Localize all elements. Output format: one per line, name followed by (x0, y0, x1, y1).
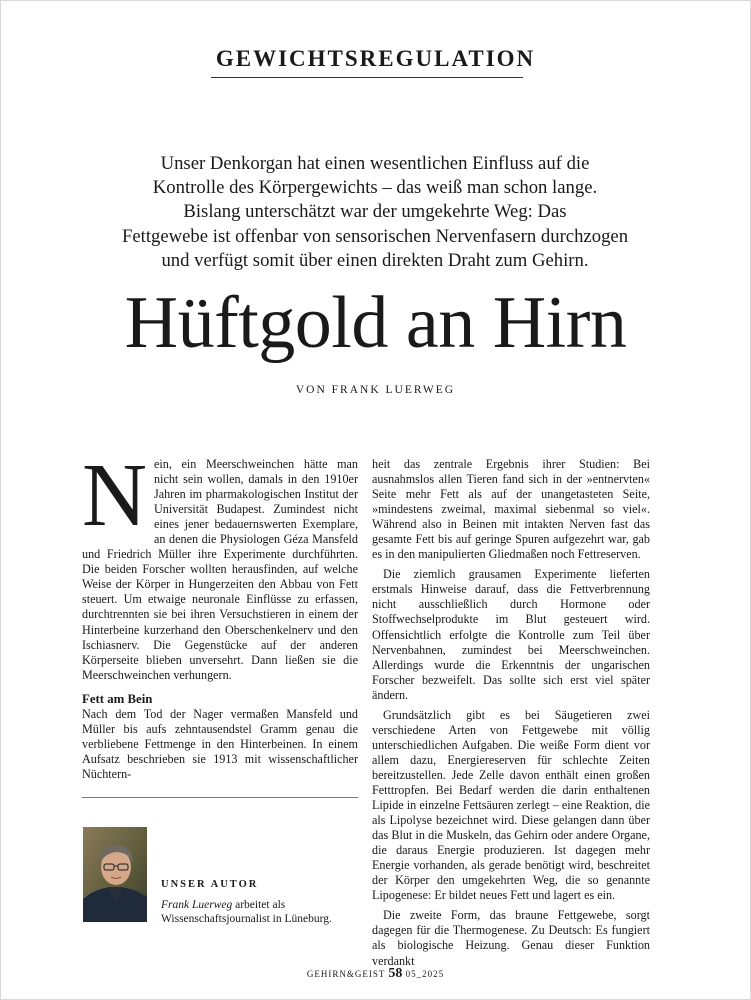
page-number: 58 (388, 966, 403, 981)
body-paragraph: Grundsätzlich gibt es bei Säugetieren zwei verschiedene Arten von Fettgewebe mit völlig unterschiedlichen Aufgaben. Die weiße Form dient vor allem dazu, Energiereserven für schlechte Zeiten bereitzustellen. Jede Zelle davon enthält einen großen Fetttropfen. Bei Bedarf werden die darin enthaltenen Lipide in einzelne Fettsäuren zerlegt – eine Reaktion, die als Lipolyse bezeichnet wird. Diese gelangen dann über das Blut in die Muskeln, das Gehirn oder andere Organe, die daraus Energie produzieren. Ist dagegen mehr Energie vorhanden, als gerade benötigt wird, beschreitet der Körper den umgekehrten Weg, die so genannte Lipogenese: Er bildet neues Fett und lagert es ein. (372, 707, 650, 903)
lead-line: Fettgewebe ist offenbar von sensorischen Nervenfasern durchzogen (121, 225, 629, 247)
body-paragraph: heit das zentrale Ergebnis ihrer Studien: Bei ausnahmslos allen Tieren fand sich in der »entnervten« Seite mehr Fett als auf der unangetasteten Seite, »mindestens zweimal, maximal siebenmal so viel«. Während also in Beinen mit intakten Nerven fast das gesamte Fett bis auf geringe Spuren aufgezehrt war, gab es in den manipulierten Gliedmaßen noch Fettreserven. (372, 457, 650, 562)
byline: VON FRANK LUERWEG (295, 384, 456, 396)
author-bio-text: arbeitet als Wissenschaftsjournalist in Lüneburg. (161, 899, 332, 925)
lead-line: und verfügt somit über einen direkten Draht zum Gehirn. (161, 249, 589, 271)
subheading: Fett am Bein (82, 691, 153, 706)
lead-paragraph (90, 152, 660, 273)
lead-line: Bislang unterschätzt war der umgekehrte Weg: Das (183, 201, 567, 223)
page-footer (0, 966, 751, 982)
author-name: Frank Luerweg (161, 899, 233, 911)
headline: Hüftgold an Hirn (124, 282, 627, 364)
paragraph-text: ein, ein Meerschweinchen hätte man nicht sein wollen, damals in den 1910er Jahren im pharmakologischen Institut der Universität Budapest. Zumindest nicht eines jener bedauernswerten Exemplare, an denen die Physiologen Géza Mansfeld und Friedrich Müller ihre Experimente durchführten. Die beiden Forscher wollten herausfinden, auf welche Weise der Körper in Hungerzeiten den Abbau von Fett steuert. Um etwaige neuronale Einflüsse zu erfassen, durchtrennten sie bei ihren Versuchstieren in einem der Hinterbeine kurzerhand den Oberschenkelnerv und den Ischiasnerv. Die Gegenstücke auf der anderen Körperseite blieben unversehrt. Dann ließen sie die Meerschweinchen verhungern. (82, 457, 358, 682)
lead-line: Kontrolle des Körpergewichts – das weiß man schon lange. (152, 177, 598, 199)
column-divider (82, 797, 358, 798)
body-paragraph (82, 446, 358, 683)
body-paragraph: Die ziemlich grausamen Experimente lieferten erstmals Hinweise darauf, dass die Fettverbrennung nicht ausschließlich durch Hormone oder Stoffwechselprodukte im Blut gesteuert wird. Offensichtlich erfolgte die Kontrolle zum Teil über Nervenbahnen, zumindest bei Meerschweinchen. Allerdings wurde die Erkenntnis der ungarischen Forscher bezweifelt. Das sollte sich erst viel später ändern. (372, 567, 650, 702)
body-column-right (372, 457, 650, 969)
author-bio (161, 898, 361, 926)
author-label: UNSER AUTOR (161, 879, 259, 890)
body-paragraph: Nach dem Tod der Nager vermaßen Mansfeld und Müller bis aufs zehntausendstel Gramm genau die verbliebene Fettmenge in den Hinterbeinen. In einem Aufsatz beschrieben sie 1913 mit wissenschaftlicher Nüchtern- (82, 706, 358, 781)
lead-line: Unser Denkorgan hat einen wesentlichen Einfluss auf die (160, 153, 590, 174)
body-column-left (82, 446, 358, 782)
issue-number: 05_2025 (405, 969, 445, 979)
body-paragraph: Die zweite Form, das braune Fettgewebe, sorgt dagegen für die Thermogenese. Zu Deutsch: Es fungiert als biologische Heizung. Genau dieser Funktion verdankt (372, 908, 650, 968)
section-underline (211, 77, 523, 78)
magazine-name: GEHIRN&GEIST (306, 969, 386, 979)
section-label: GEWICHTSREGULATION (215, 46, 536, 71)
drop-cap: N (82, 446, 147, 545)
author-photo (83, 827, 147, 922)
